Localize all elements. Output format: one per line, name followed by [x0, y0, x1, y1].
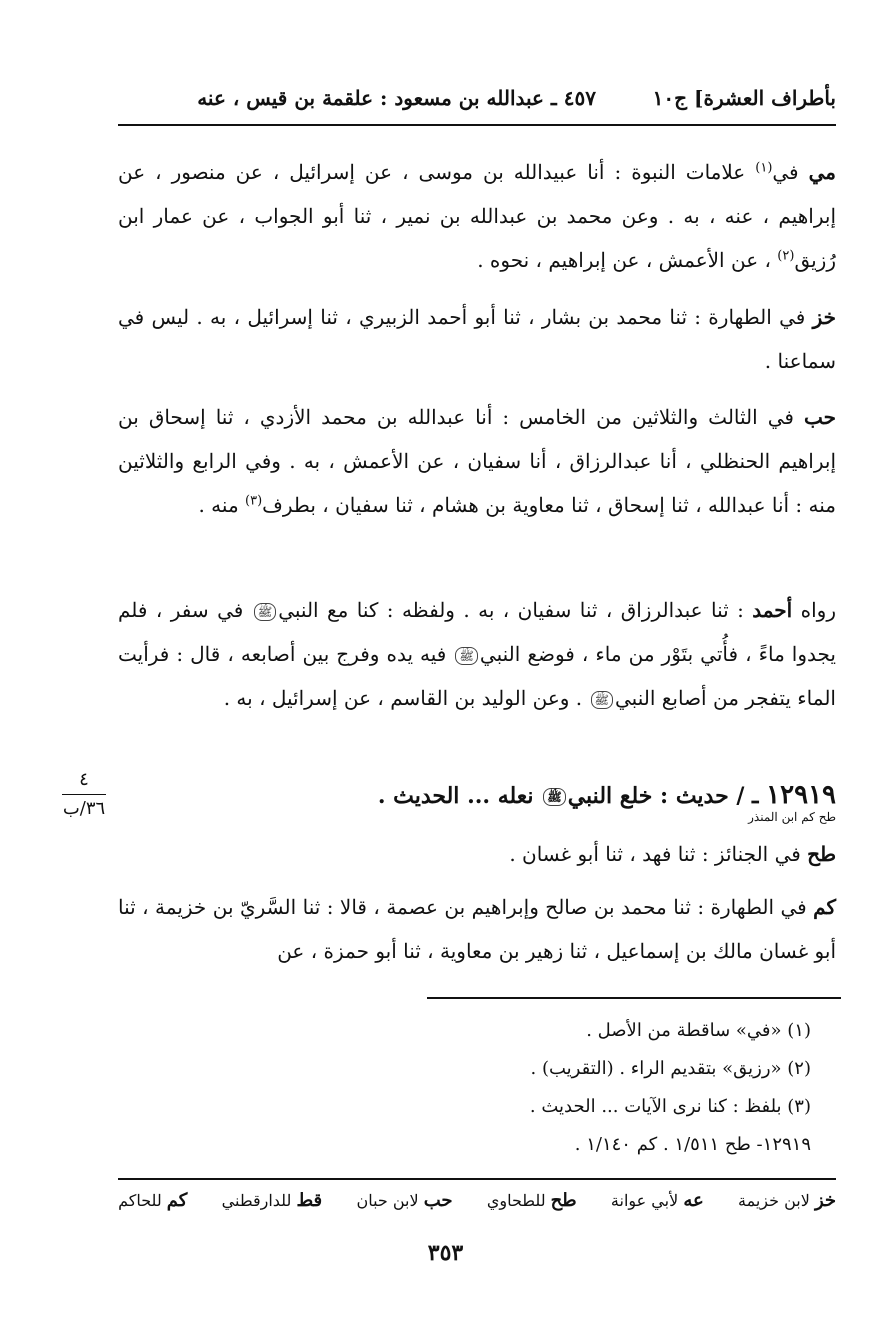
footnote-ref-1[interactable]: (١) — [755, 160, 773, 176]
text-span: في — [772, 160, 809, 184]
paragraph-khz — [118, 295, 836, 383]
text-span: فيه يده وفرج بين أصابعه ، قال : فرأيت الماء يتفجر من أصابع النبي — [118, 642, 836, 710]
text-span: علامات النبوة : أنا عبيدالله بن موسى ، عن إسرائيل ، عن منصور ، عن إبراهيم ، عنه ، به . وعن محمد بن عبدالله بن نمير ، ثنا أبو الجواب ، عن عمار ابن رُزيق — [118, 160, 836, 272]
source-code-hb: حب — [803, 405, 836, 429]
header-rule — [118, 124, 836, 126]
footnote-ref-2[interactable]: (٢) — [777, 248, 795, 264]
salawat-symbol: ﷺ — [254, 603, 277, 621]
legend-item — [738, 1190, 836, 1211]
text-span: في سفر ، فلم يجدوا ماءً ، فأُتي بتَوْر من ماء ، فوضع النبي — [118, 598, 836, 666]
text-span: . وعن الوليد بن القاسم ، عن إسرائيل ، به . — [223, 686, 589, 710]
folio-divider — [62, 794, 106, 795]
footnote-rule — [427, 997, 841, 999]
header-volume: بأطراف العشرة] ج١٠ — [652, 86, 836, 110]
text-span: في الجنائز : ثنا فهد ، ثنا أبو غسان . — [509, 842, 808, 866]
folio-bottom: ٣٦/ب — [62, 798, 106, 819]
source-code-km: كم — [813, 895, 836, 919]
folio-top: ٤ — [79, 769, 89, 790]
footnote-item: (٢) «رزيق» بتقديم الراء . (التقريب) . — [530, 1058, 811, 1079]
paragraph-th — [118, 832, 836, 876]
source-code-mi: مي — [808, 160, 837, 184]
text-span: : ثنا عبدالرزاق ، ثنا سفيان ، به . ولفظه : كنا مع النبي — [278, 598, 753, 622]
header-chapter: ٤٥٧ ـ عبدالله بن مسعود : علقمة بن قيس ، عنه — [197, 86, 596, 110]
text-span: منه . — [198, 493, 246, 517]
legend-name: لابن حبان — [356, 1191, 419, 1210]
text-span: في الثالث والثلاثين من الخامس : أنا عبدالله بن محمد الأزدي ، ثنا إسحاق بن إبراهيم الحنظلي ، أنا عبدالرزاق ، أنا سفيان ، عن الأعمش ، به . وفي الرابع والثلاثين منه : أنا عبدالله ، ثنا إسحاق ، ثنا معاوية بن هشام ، ثنا سفيان ، بطرف — [118, 405, 836, 517]
hadith-number: ١٢٩١٩ — [766, 780, 836, 810]
footnote-item: (٣) بلفظ : كنا نرى الآيات ... الحديث . — [529, 1096, 811, 1117]
hadith-text: نعله ... الحديث . — [377, 783, 542, 809]
salawat-symbol: ﷺ — [543, 788, 566, 806]
legend-name: للطحاوي — [486, 1191, 546, 1210]
legend-name: للحاكم — [118, 1191, 162, 1210]
footnote-item: (١) «في» ساقطة من الأصل . — [586, 1020, 811, 1041]
footnotes — [118, 1012, 811, 1164]
footnote-ref-3[interactable]: (٣) — [245, 493, 263, 509]
source-code-th: طح — [807, 842, 836, 866]
source-code-khz: خز — [812, 305, 836, 329]
legend-rule — [118, 1178, 836, 1180]
manuscript-folio-note — [58, 768, 110, 821]
salawat-symbol: ﷺ — [591, 691, 614, 709]
footnote-item: ١٢٩١٩- طح ١/٥١١ . كم ١/١٤٠ . — [574, 1134, 811, 1155]
text-span: في الطهارة : ثنا محمد بن بشار ، ثنا أبو أحمد الزبيري ، ثنا إسرائيل ، به . ليس في سماعنا . — [118, 305, 836, 373]
hadith-sources: طح كم ابن المنذر — [748, 810, 836, 824]
legend-item — [611, 1190, 704, 1211]
hadith-text: : خلع النبي — [567, 783, 676, 809]
text-span: رواه — [792, 598, 836, 622]
paragraph-ahmad — [118, 588, 836, 720]
legend-code: قط — [296, 1190, 323, 1211]
legend-item — [487, 1190, 577, 1211]
legend-code: خز — [814, 1190, 836, 1211]
legend-name: لأبي عوانة — [610, 1191, 679, 1210]
text-span: في الطهارة : ثنا محمد بن صالح وإبراهيم بن عصمة ، قالا : ثنا السَّريّ بن خزيمة ، ثنا أبو غسان مالك بن إسماعيل ، ثنا زهير بن معاوية ، ثنا أبو حمزة ، عن — [118, 895, 836, 963]
legend-code: طح — [550, 1190, 577, 1211]
source-name-ahmad: أحمد — [752, 598, 793, 622]
page-number: ٣٥٣ — [427, 1240, 464, 1266]
paragraph-km — [118, 885, 836, 973]
hadith-heading — [200, 780, 836, 810]
legend-code: عه — [683, 1190, 704, 1211]
legend-name: للدارقطني — [221, 1191, 292, 1210]
legend-code: حب — [423, 1190, 453, 1211]
salawat-symbol: ﷺ — [455, 647, 478, 665]
hadith-label: حديث — [675, 783, 729, 809]
paragraph-hb — [118, 395, 836, 527]
legend-item — [222, 1190, 322, 1211]
legend-item — [356, 1190, 452, 1211]
paragraph-mi — [118, 150, 836, 282]
hadith-dash: ـ / — [728, 783, 767, 809]
legend-code: كم — [166, 1190, 188, 1211]
text-span: ، عن الأعمش ، عن إبراهيم ، نحوه . — [477, 248, 778, 272]
legend-name: لابن خزيمة — [738, 1191, 810, 1210]
abbreviation-legend — [118, 1190, 836, 1211]
legend-item — [118, 1190, 187, 1211]
running-header — [118, 86, 836, 118]
